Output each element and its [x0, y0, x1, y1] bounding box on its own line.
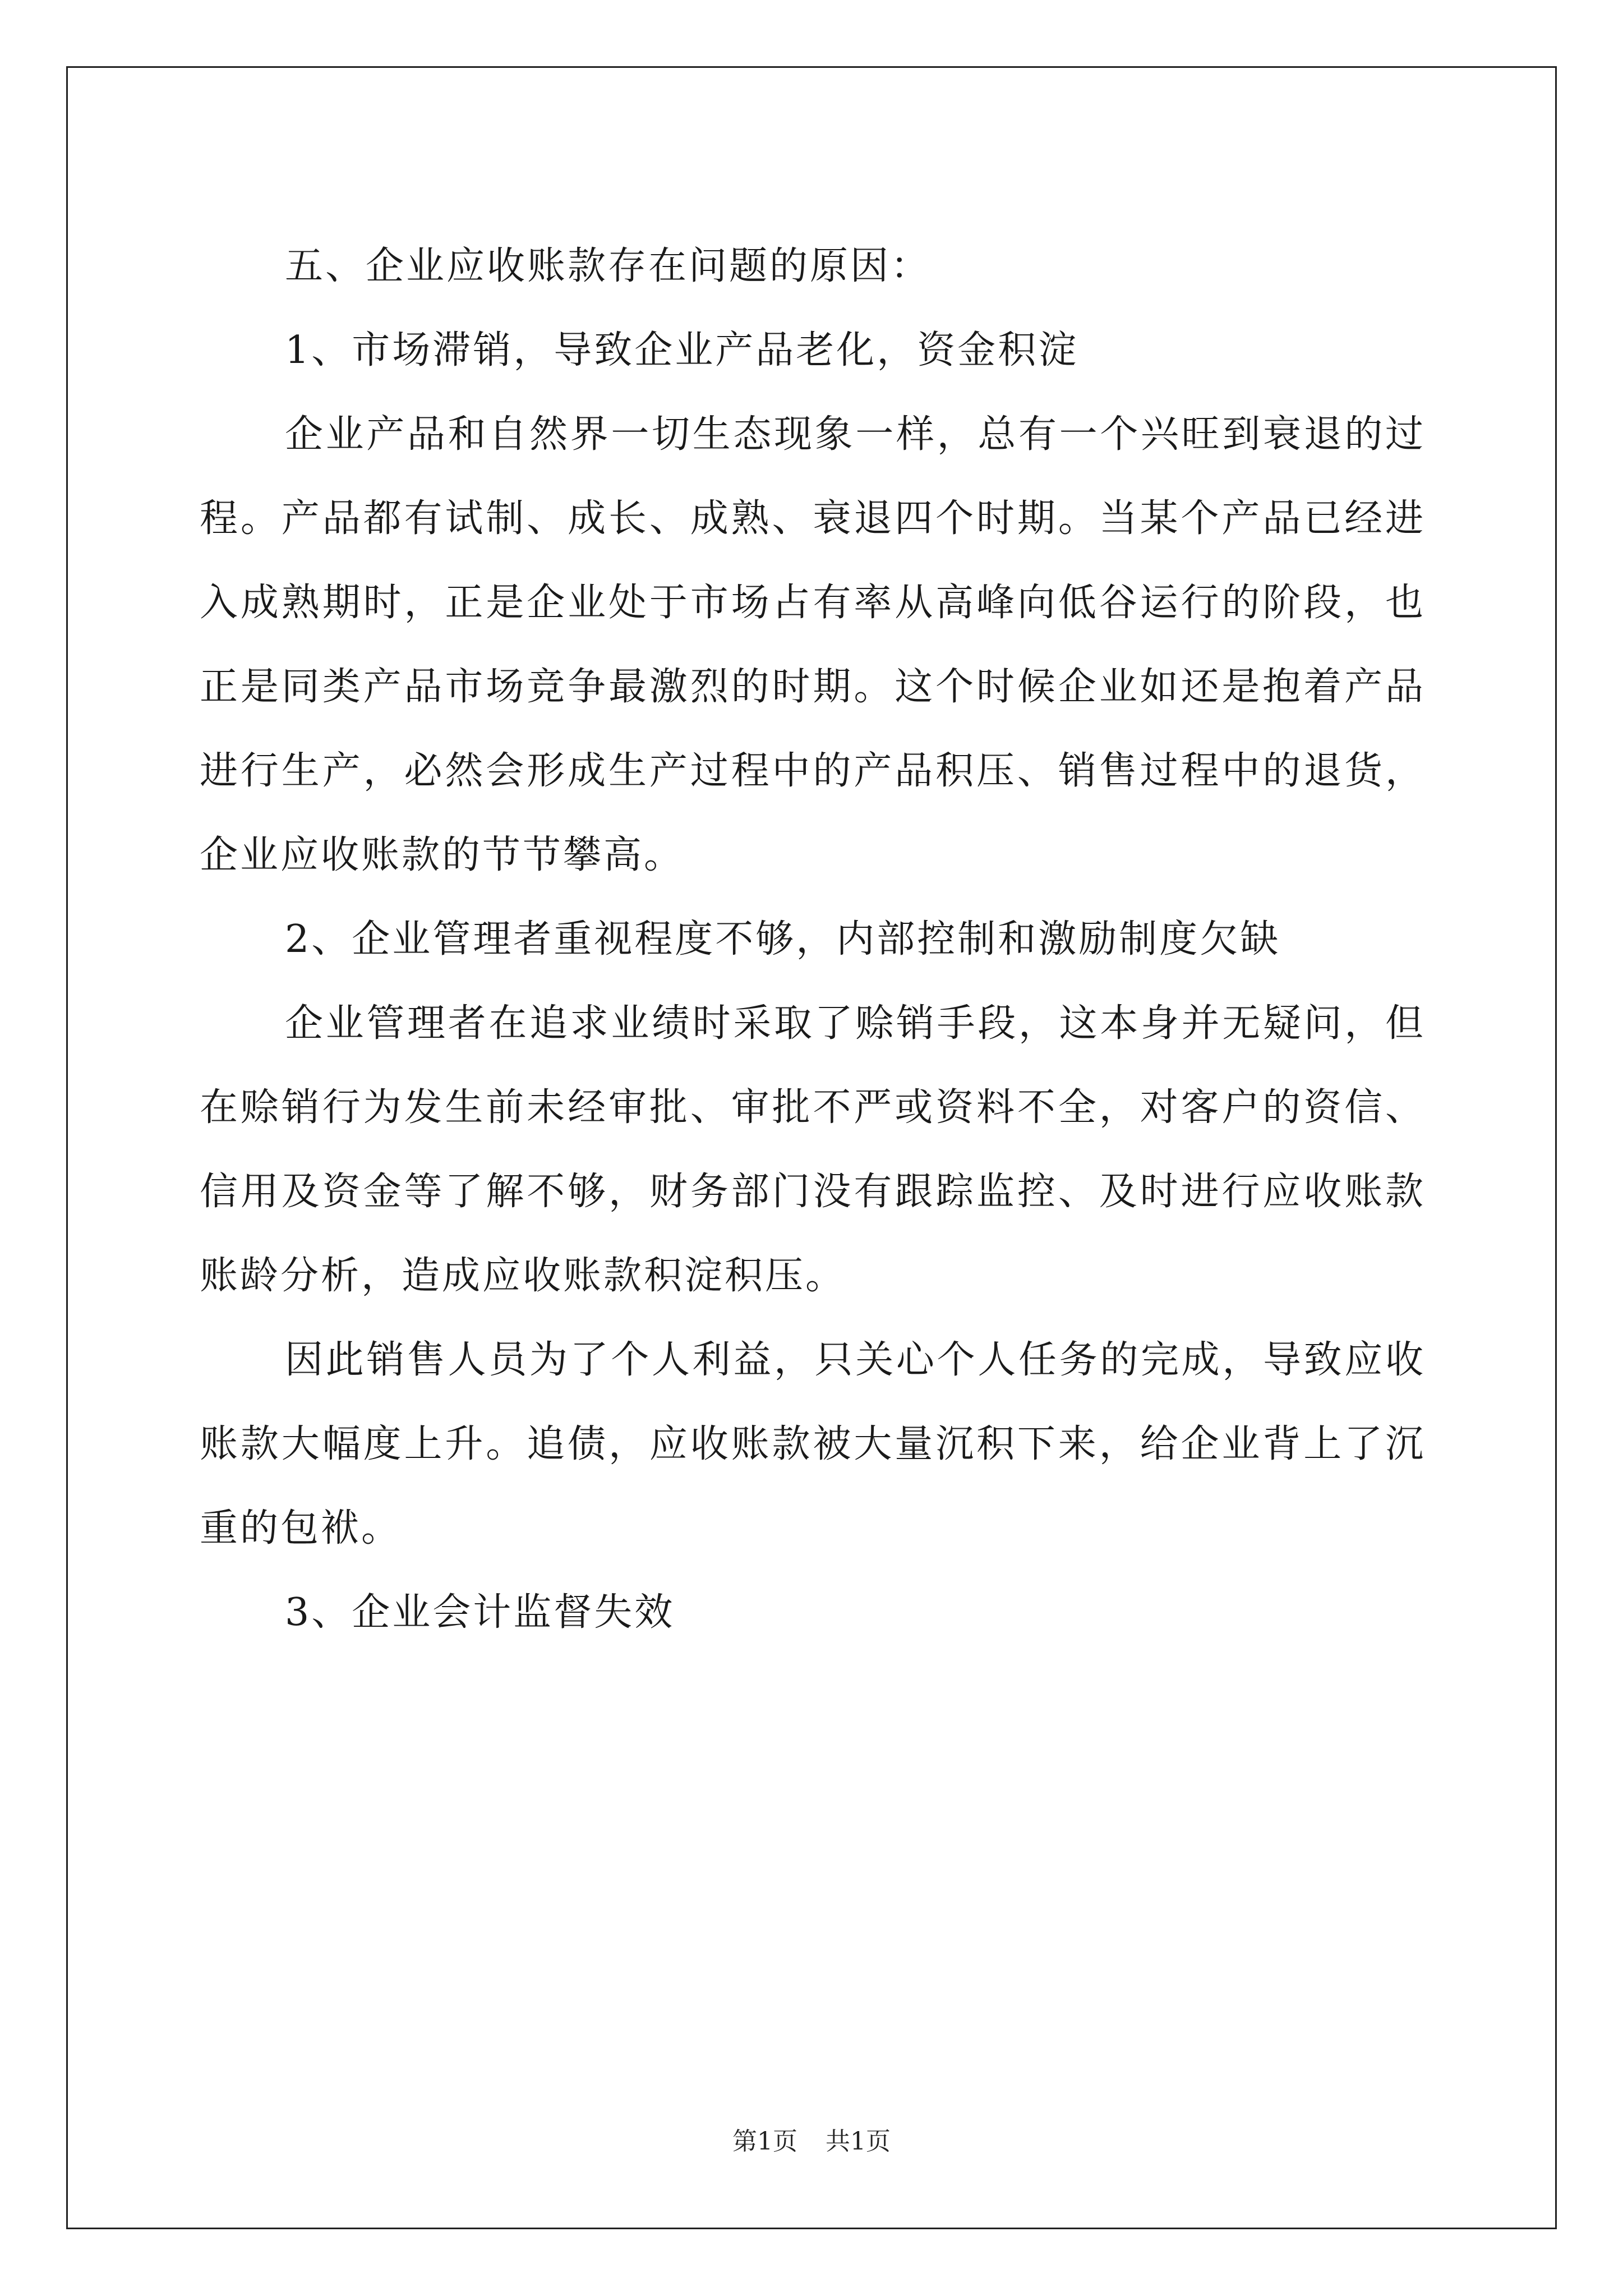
- body-paragraph-1: 企业产品和自然界一切生态现象一样，总有一个兴旺到衰退的过程。产品都有试制、成长、成熟、衰退四个时期。当某个产品已经进入成熟期时，正是企业处于市场占有率从高峰向低谷运行的阶段，也正是同类产品市场竞争最激烈的时期。这个时候企业如还是抱着产品进行生产，必然会形成生产过程中的产品积压、销售过程中的退货，企业应收账款的节节攀高。: [200, 412, 1426, 877]
- body-paragraph-2: 企业管理者在追求业绩时采取了赊销手段，这本身并无疑问，但在赊销行为发生前未经审批、审批不严或资料不全，对客户的资信、信用及资金等了解不够，财务部门没有跟踪监控、及时进行应收账款账龄分析，造成应收账款积淀积压。: [200, 1001, 1426, 1298]
- subheading-1: 1、市场滞销，导致企业产品老化，资金积淀: [285, 328, 1079, 372]
- section-heading-reasons: 五、企业应收账款存在问题的原因：: [285, 244, 932, 288]
- body-paragraph-3: 因此销售人员为了个人利益，只关心个人任务的完成，导致应收账款大幅度上升。追债，应收账款被大量沉积下来，给企业背上了沉重的包袱。: [200, 1338, 1426, 1550]
- subheading-2: 2、企业管理者重视程度不够，内部控制和激励制度欠缺: [285, 917, 1281, 961]
- subheading-3: 3、企业会计监督失效: [285, 1590, 675, 1635]
- page-footer: [0, 2125, 1623, 2159]
- document-body: [200, 224, 1426, 1655]
- page-number-total: 共1页: [826, 2127, 891, 2156]
- page-number-current: 第1页: [732, 2127, 797, 2156]
